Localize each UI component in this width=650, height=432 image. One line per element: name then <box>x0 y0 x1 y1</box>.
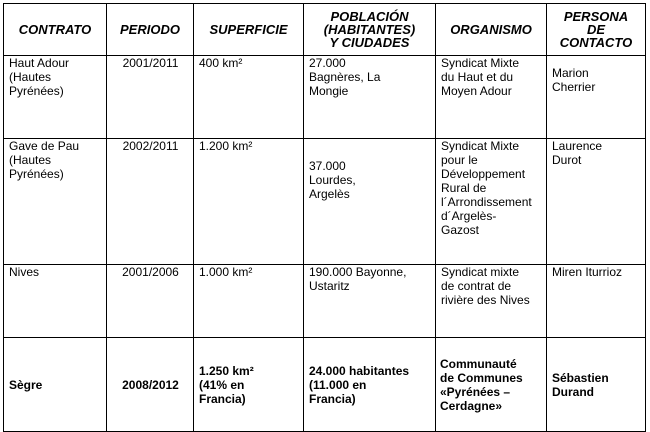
table-row <box>4 139 646 265</box>
cell-superficie: 1.250 km² (41% en Francia) <box>194 338 304 432</box>
cell-contrato: Haut Adour (Hautes Pyrénées) <box>4 56 107 139</box>
table-header-row <box>4 4 646 56</box>
cell-organismo: Communauté de Communes «Pyrénées – Cerdagne» <box>436 338 547 432</box>
table-row <box>4 338 646 432</box>
cell-contrato: Nives <box>4 265 107 338</box>
cell-organismo: Syndicat mixte de contrat de rivière des Nives <box>436 265 547 338</box>
cell-contrato: Sègre <box>4 338 107 432</box>
cell-organismo: Syndicat Mixte du Haut et du Moyen Adour <box>436 56 547 139</box>
cell-poblacion: 190.000 Bayonne, Ustaritz <box>304 265 436 338</box>
cell-superficie: 400 km² <box>194 56 304 139</box>
cell-periodo: 2001/2011 <box>107 56 194 139</box>
header-contrato: CONTRATO <box>4 4 107 56</box>
header-superficie: SUPERFICIE <box>194 4 304 56</box>
cell-periodo: 2002/2011 <box>107 139 194 265</box>
header-poblacion: POBLACIÓN (HABITANTES) Y CIUDADES <box>304 4 436 56</box>
header-periodo: PERIODO <box>107 4 194 56</box>
cell-contacto: Marion Cherrier <box>547 56 646 139</box>
cell-contacto: Miren Iturrioz <box>547 265 646 338</box>
cell-superficie: 1.200 km² <box>194 139 304 265</box>
cell-contrato: Gave de Pau (Hautes Pyrénées) <box>4 139 107 265</box>
cell-periodo: 2008/2012 <box>107 338 194 432</box>
table-row <box>4 56 646 139</box>
header-organismo: ORGANISMO <box>436 4 547 56</box>
cell-poblacion: 24.000 habitantes (11.000 en Francia) <box>304 338 436 432</box>
cell-organismo: Syndicat Mixte pour le Développement Rural de l´Arrondissement d´Argelès- Gazost <box>436 139 547 265</box>
contracts-table <box>3 3 646 432</box>
table-row <box>4 265 646 338</box>
cell-superficie: 1.000 km² <box>194 265 304 338</box>
cell-poblacion: 37.000 Lourdes, Argelès <box>304 139 436 265</box>
header-contacto: PERSONA DE CONTACTO <box>547 4 646 56</box>
cell-contacto: Laurence Durot <box>547 139 646 265</box>
cell-poblacion: 27.000 Bagnères, La Mongie <box>304 56 436 139</box>
cell-periodo: 2001/2006 <box>107 265 194 338</box>
cell-contacto: Sébastien Durand <box>547 338 646 432</box>
